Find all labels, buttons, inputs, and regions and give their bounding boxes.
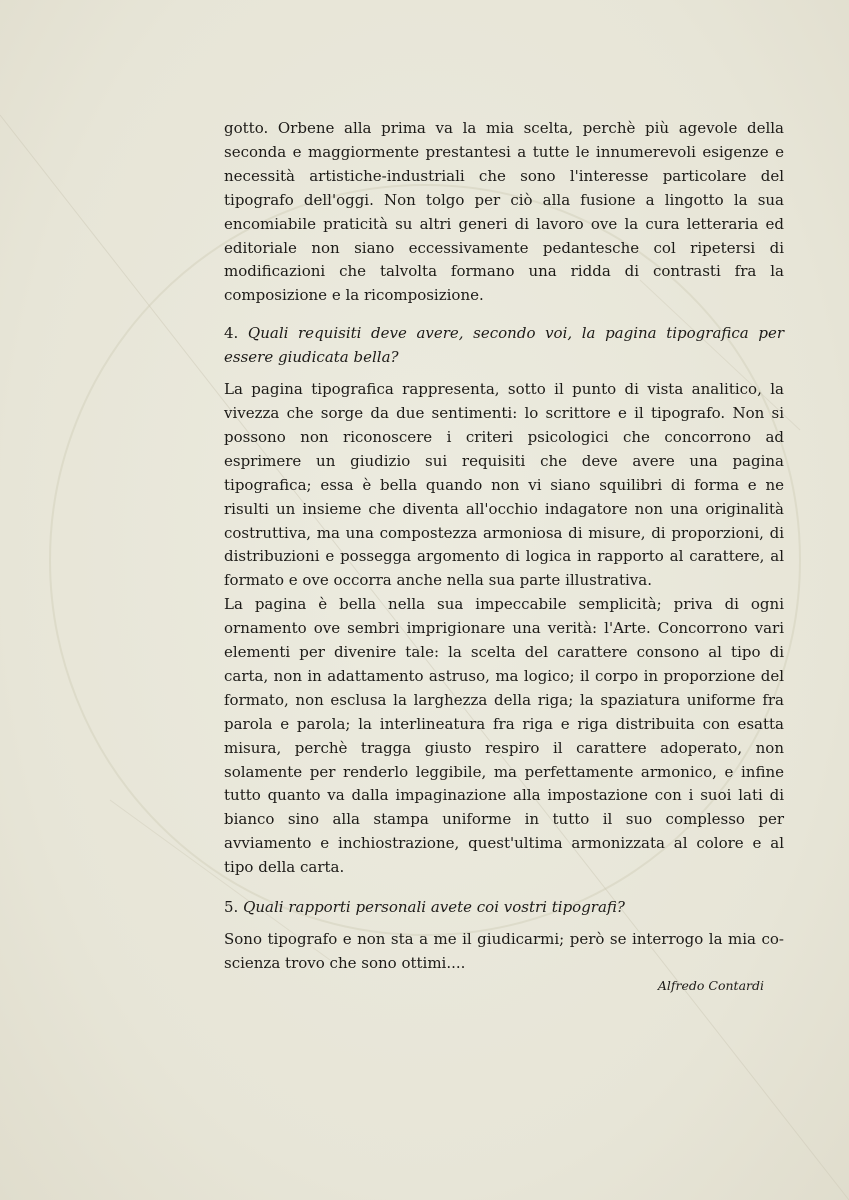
- author-signature: Alfredo Contardi: [657, 977, 764, 993]
- answer-5-paragraph: Sono tipografo e non sta a me il giudicarmi; però se interrogo la mia coscienza trovo che sono ottimi....: [224, 930, 784, 972]
- question-4-number: 4.: [224, 324, 239, 343]
- question-5-number: 5.: [224, 898, 239, 917]
- intro-paragraph: gotto. Orbene alla prima va la mia scelta, perchè più agevole della seconda e maggiormente prestantesi a tutte le innumerevoli esigenze e necessità artistiche-industriali che sono l'interesse particolare del tipografo dell'oggi. Non tolgo per ciò alla fusione a lingotto la sua encomiabile praticità su altri generi di lavoro ove la cura letteraria ed editoriale non siano eccessivamente pedantesche col ripetersi di modificazioni che talvolta formano una ridda di contrasti fra la composizione e la ricomposizione.: [224, 119, 784, 305]
- answer-4-paragraph-1: La pagina tipografica rappresenta, sotto il punto di vista analitico, la vivezza che sorge da due sentimenti: lo scrittore e il tipografo. Non si possono non riconoscere i criteri psicologici che concorrono ad esprimere un giudizio sui requisiti che deve avere una pagina tipografica; essa è bella quando non vi siano squilibri di forma e ne risulti un insieme che diventa all'occhio indagatore non una originalità costruttiva, ma una compostezza armoniosa di misure, di proporzioni, di distribuzioni e possegga argomento di logica in rapporto al carattere, al formato e ove occorra anche nella sua parte illustrativa.: [224, 380, 784, 590]
- question-5: [224, 896, 784, 920]
- answer-4-paragraph-2: La pagina è bella nella sua impeccabile semplicità; priva di ogni ornamento ove sembri imprigionare una verità: l'Arte. Concorrono vari elementi per divenire tale: la scelta del carattere consono al tipo di carta, non in adattamento astruso, ma logico; il corpo in proporzione del formato, non esclusa la larghezza della riga; la spaziatura uniforme fra parola e parola; la interlineatura fra riga e riga distribuita con esatta misura, perchè tragga giusto respiro il carattere adoperato, non solamente per renderlo leggibile, ma perfettamente armonico, e infine tutto quanto va dalla impaginazione alla impostazione con i suoi lati di bianco sino alla stampa uniforme in tutto il suo complesso per avviamento e inchiostrazione, quest'ultima armonizzata al colore e al tipo della carta.: [224, 595, 784, 877]
- article-text: [224, 117, 784, 993]
- question-4-text: Quali requisiti deve avere, secondo voi, la pagina tipografica per essere giudicata bella?: [224, 324, 784, 367]
- question-4: [224, 322, 784, 370]
- question-5-text: Quali rapporti personali avete coi vostri tipografi?: [243, 898, 625, 917]
